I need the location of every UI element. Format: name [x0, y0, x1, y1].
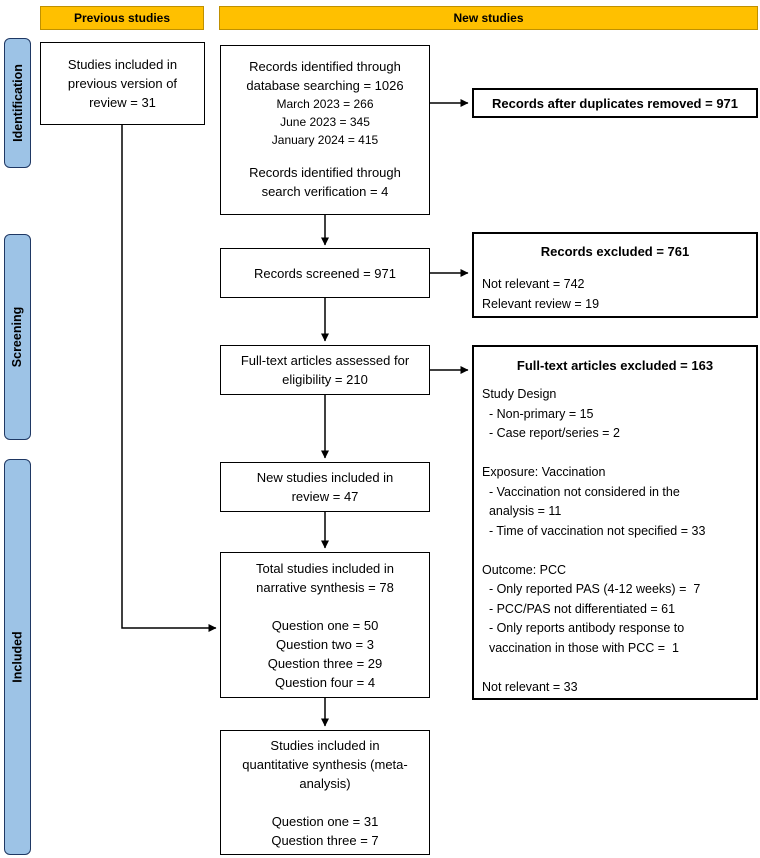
previous-version-text: Studies included in previous version of review = 31	[67, 57, 178, 110]
records-identified-main: Records identified through database searching = 1026	[246, 59, 404, 93]
records-identified-breakdown: March 2023 = 266 June 2023 = 345 January 2024 = 415	[271, 97, 379, 147]
fulltext-assessed-box	[220, 345, 430, 395]
new-studies-header-label: New studies	[453, 11, 524, 25]
arrow-previous-to-narrative	[122, 125, 216, 628]
fulltext-excluded-details: Study Design - Non-primary = 15 - Case report/series = 2 Exposure: Vaccination - Vaccination not considered in the analysis = 11 - Time of vaccination not specified = 33 Outcome: PCC - Only reported PAS (4-12 weeks) = 7 - PCC/PAS not differentiated = 61 - Only reports antibody response to vaccination in those with PCC = 1 Not relevant = 33	[482, 387, 706, 694]
records-excluded-details: Not relevant = 742 Relevant review = 19	[482, 277, 600, 311]
stage-tab-screening	[4, 234, 31, 440]
new-studies-included-text: New studies included in review = 47	[256, 470, 394, 504]
fulltext-assessed-text: Full-text articles assessed for eligibility = 210	[240, 353, 410, 387]
records-excluded-box	[472, 232, 758, 318]
records-verification: Records identified through search verification = 4	[249, 165, 401, 199]
records-screened-box	[220, 248, 430, 298]
previous-studies-header	[40, 6, 204, 30]
new-studies-header	[219, 6, 758, 30]
new-studies-included-box	[220, 462, 430, 512]
previous-version-box	[40, 42, 205, 125]
stage-tab-identification-label: Identification	[10, 64, 25, 142]
quantitative-synthesis-box	[220, 730, 430, 855]
records-screened-text: Records screened = 971	[253, 265, 396, 281]
narrative-synthesis-box	[220, 552, 430, 698]
fulltext-excluded-box	[472, 345, 758, 700]
quantitative-synthesis-text: Studies included in quantitative synthesis (meta- analysis) Question one = 31 Question three = 7	[242, 737, 408, 848]
stage-tab-screening-label: Screening	[10, 306, 25, 368]
previous-studies-header-label: Previous studies	[73, 11, 171, 25]
narrative-synthesis-text: Total studies included in narrative synthesis = 78 Question one = 50 Question two = 3 Question three = 29 Question four = 4	[255, 560, 395, 690]
records-identified-box	[220, 45, 430, 215]
stage-tab-included	[4, 459, 31, 855]
duplicates-removed-title: Records after duplicates removed = 971	[491, 95, 739, 111]
fulltext-excluded-title: Full-text articles excluded = 163	[516, 358, 714, 373]
duplicates-removed-box	[472, 88, 758, 118]
stage-tab-identification	[4, 38, 31, 168]
records-excluded-title: Records excluded = 761	[540, 244, 690, 259]
stage-tab-included-label: Included	[10, 631, 25, 683]
